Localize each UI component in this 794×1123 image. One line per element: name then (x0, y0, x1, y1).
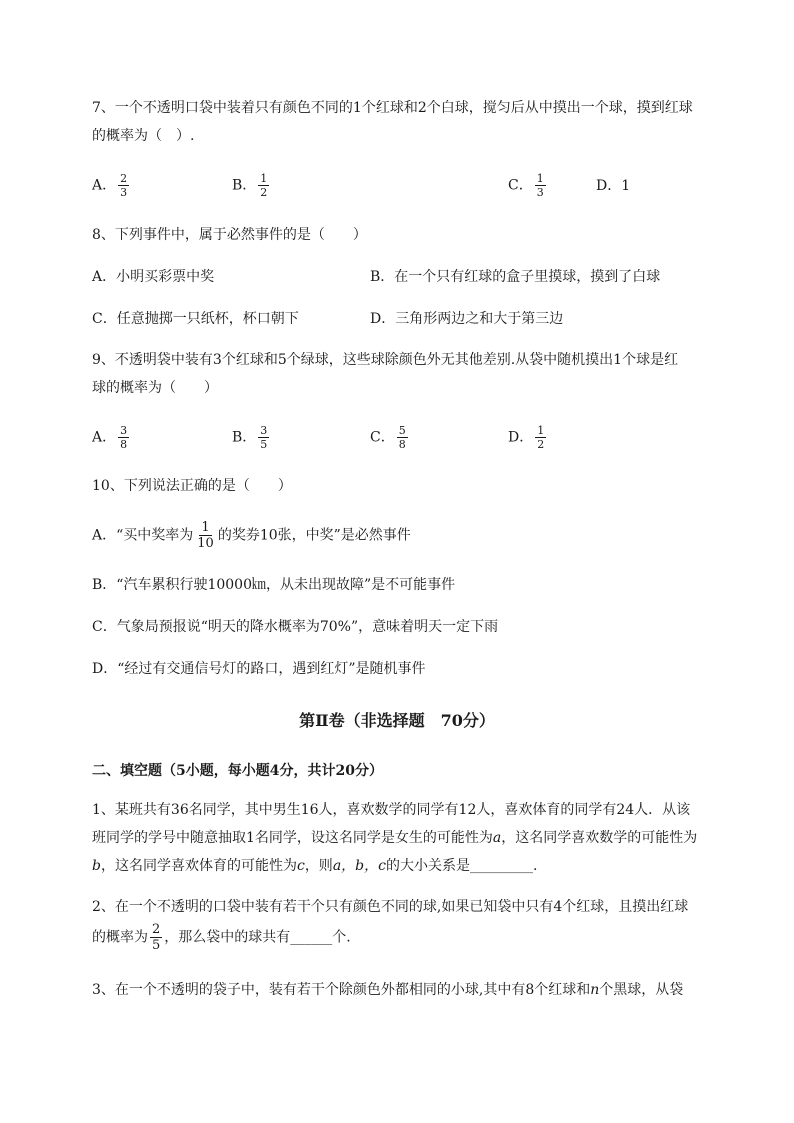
f2-line2: 的概率为 $\frac{2}{5}$ ，那么袋中的球共有______个. (92, 922, 351, 953)
f1-line3: b，这名同学喜欢体育的可能性为c，则a，b，c的大小关系是_________. (92, 858, 538, 874)
q7-option-c: C． $\frac{1}{3}$ (508, 172, 544, 199)
q9-option-c: C． $\frac{5}{8}$ (370, 424, 406, 451)
q9-option-a: A． $\frac{3}{8}$ (92, 424, 128, 451)
q8-option-b: B．在一个只有红球的盒子里摸球，摸到了白球 (370, 269, 661, 285)
f1-line1: 1、某班共有36名同学，其中男生16人，喜欢数学的同学有12人，喜欢体育的同学有24人．从该 (92, 802, 691, 818)
q10-line1: 10、下列说法正确的是（ ） (92, 478, 292, 494)
q7-option-d: D．1 (596, 178, 631, 194)
q7-option-b: B． $\frac{1}{2}$ (232, 172, 268, 199)
q10-option-a: A．“买中奖率为 $\frac{1}{10}$ 的奖券10张，中奖”是必然事件 (92, 520, 411, 551)
f1-line2: 班同学的学号中随意抽取1名同学，设这名同学是女生的可能性为a，这名同学喜欢数学的可能性为 (92, 830, 698, 846)
q9-option-b: B． $\frac{3}{5}$ (232, 424, 268, 451)
section2-heading: 二、填空题（5小题，每小题4分，共计20分） (92, 763, 383, 779)
part2-title: 第Ⅱ卷（非选择题 70分） (299, 711, 495, 730)
q8-option-a: A．小明买彩票中奖 (92, 269, 215, 285)
q9-option-d: D． $\frac{1}{2}$ (508, 424, 545, 451)
q7-line2: 的概率为（ ）. (92, 128, 195, 144)
f3-line1: 3、在一个不透明的袋子中，装有若干个除颜色外都相同的小球,其中有8个红球和n个黑球，从袋 (92, 982, 684, 998)
q8-line1: 8、下列事件中，属于必然事件的是（ ） (92, 227, 367, 243)
q7-line1: 7、一个不透明口袋中装着只有颜色不同的1个红球和2个白球，搅匀后从中摸出一个球，摸到红球 (92, 100, 693, 116)
q10-option-b: B．“汽车累积行驶10000㎞，从未出现故障”是不可能事件 (92, 577, 456, 593)
q8-option-d: D．三角形两边之和大于第三边 (370, 311, 564, 327)
q9-line2: 球的概率为（ ） (92, 380, 218, 396)
q7-option-a: A． $\frac{2}{3}$ (92, 172, 128, 199)
q8-option-c: C．任意抛掷一只纸杯，杯口朝下 (92, 311, 299, 327)
f2-line1: 2、在一个不透明的口袋中装有若干个只有颜色不同的球,如果已知袋中只有4个红球，且摸出红球 (92, 899, 689, 915)
q10-option-d: D．“经过有交通信号灯的路口，遇到红灯”是随机事件 (92, 661, 426, 677)
q10-option-c: C．气象局预报说“明天的降水概率为70%”，意味着明天一定下雨 (92, 619, 499, 635)
q9-line1: 9、不透明袋中装有3个红球和5个绿球，这些球除颜色外无其他差别.从袋中随机摸出1个球是红 (92, 352, 679, 368)
